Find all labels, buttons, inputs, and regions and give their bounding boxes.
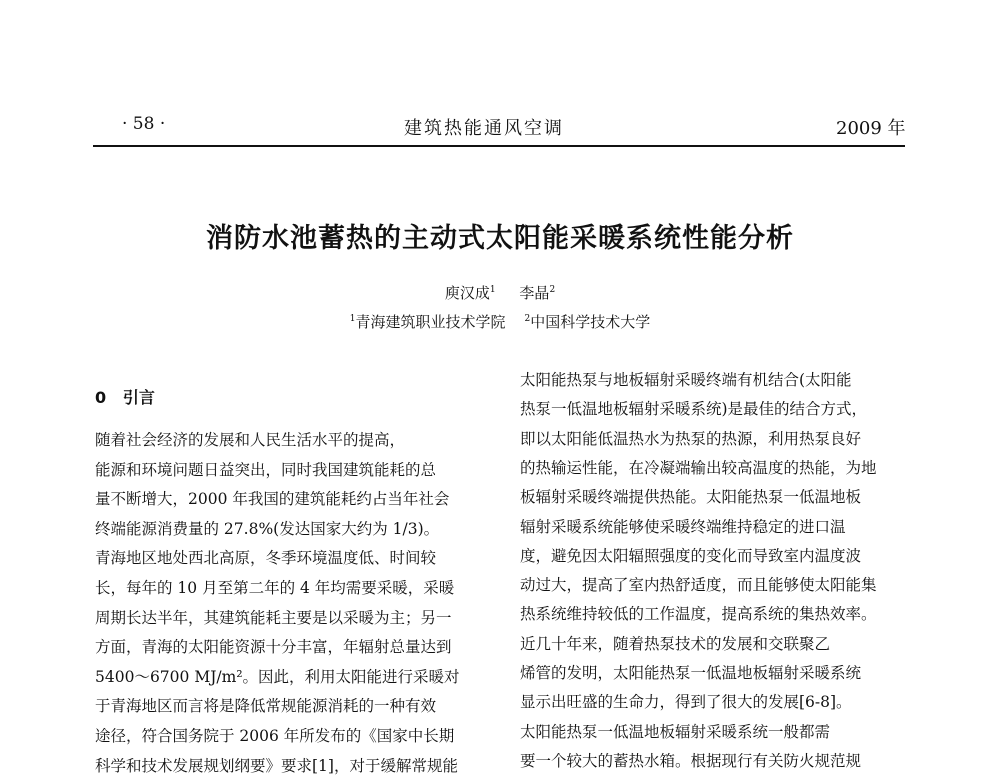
right-column-text-line: 板辐射采暖终端提供热能。太阳能热泵一低温地板 bbox=[520, 488, 862, 507]
right-column-text-line: 热泵一低温地板辐射采暖系统)是最佳的结合方式， bbox=[520, 400, 868, 419]
right-column-text-line: 的热输运性能，在冷凝端输出较高温度的热能，为地 bbox=[520, 458, 877, 477]
left-column-text-line: 于青海地区而言将是降低常规能源消耗的一种有效 bbox=[95, 697, 437, 716]
author-name: 庾汉成 bbox=[444, 284, 490, 302]
author-affil-mark: 2 bbox=[549, 285, 556, 295]
right-column-text-line: 动过大，提高了室内热舒适度，而且能够使太阳能集 bbox=[520, 576, 877, 595]
right-column-text-line: 烯管的发明，太阳能热泵一低温地板辐射采暖系统 bbox=[520, 664, 862, 682]
page-number: · 58 · bbox=[122, 114, 166, 134]
affil-mark: 1 bbox=[349, 314, 356, 324]
author-affil-mark: 1 bbox=[489, 285, 496, 295]
left-column-text-line: 量不断增大，2000 年我国的建筑能耗约占当年社会 bbox=[95, 490, 450, 509]
right-column-text-line: 热系统维持较低的工作温度，提高系统的集热效率。 bbox=[520, 605, 877, 624]
issue-year: 2009 年 bbox=[836, 118, 906, 139]
affiliation-line bbox=[0, 311, 1000, 332]
right-column-text-line: 辐射采暖系统能够使采暖终端维持稳定的进口温 bbox=[520, 517, 846, 536]
left-column-text-line: 能源和环境问题日益突出，同时我国建筑能耗的总 bbox=[95, 460, 437, 479]
left-column-text-line: 科学和技术发展规划纲要》要求[1]，对于缓解常规能 bbox=[95, 756, 458, 775]
section-number: 0 bbox=[95, 388, 107, 407]
left-column-text-line: 随着社会经济的发展和人民生活水平的提高， bbox=[95, 431, 406, 449]
affiliation-name: 中国科学技术大学 bbox=[530, 313, 651, 331]
left-column-text-line: 途径，符合国务院于 2006 年所发布的《国家中长期 bbox=[95, 727, 455, 745]
header-rule bbox=[93, 145, 905, 147]
journal-name: 建筑热能通风空调 bbox=[404, 118, 564, 139]
right-column-text-line: 太阳能热泵与地板辐射采暖终端有机结合(太阳能 bbox=[520, 371, 852, 389]
section-heading bbox=[95, 385, 155, 408]
left-column-text-line: 方面，青海的太阳能资源十分丰富，年辐射总量达到 bbox=[95, 638, 452, 657]
right-column-text-line: 即以太阳能低温热水为热泵的热源，利用热泵良好 bbox=[520, 429, 862, 448]
section-title: 引言 bbox=[122, 388, 155, 407]
affil-mark: 2 bbox=[524, 314, 531, 324]
left-column-text-line: 周期长达半年，其建筑能耗主要是以采暖为主；另一 bbox=[95, 608, 452, 627]
left-column-text-line: 长，每年的 10 月至第二年的 4 年均需要采暖，采暖 bbox=[95, 579, 455, 597]
right-column-text-line: 近几十年来，随着热泵技术的发展和交联聚乙 bbox=[520, 634, 831, 653]
left-column-text-line: 青海地区地处西北高原，冬季环境温度低、时间较 bbox=[95, 549, 437, 568]
right-column-text-line: 要一个较大的蓄热水箱。根据现行有关防火规范规 bbox=[520, 751, 862, 770]
author-line bbox=[0, 282, 1000, 303]
right-column-text-line: 太阳能热泵一低温地板辐射采暖系统一般都需 bbox=[520, 722, 831, 741]
affiliation-name: 青海建筑职业技术学院 bbox=[355, 313, 506, 331]
paper-title: 消防水池蓄热的主动式太阳能采暖系统性能分析 bbox=[206, 223, 794, 254]
left-column-text-line: 终端能源消费量的 27.8%(发达国家大约为 1/3)。 bbox=[95, 519, 440, 538]
author-name: 李晶 bbox=[519, 284, 550, 302]
right-column-text-line: 度，避免因太阳辐照强度的变化而导致室内温度波 bbox=[520, 546, 862, 565]
left-column-text-line: 5400～6700 MJ/m²。因此，利用太阳能进行采暖对 bbox=[95, 667, 460, 686]
right-column-text-line: 显示出旺盛的生命力，得到了很大的发展[6-8]。 bbox=[520, 693, 852, 712]
